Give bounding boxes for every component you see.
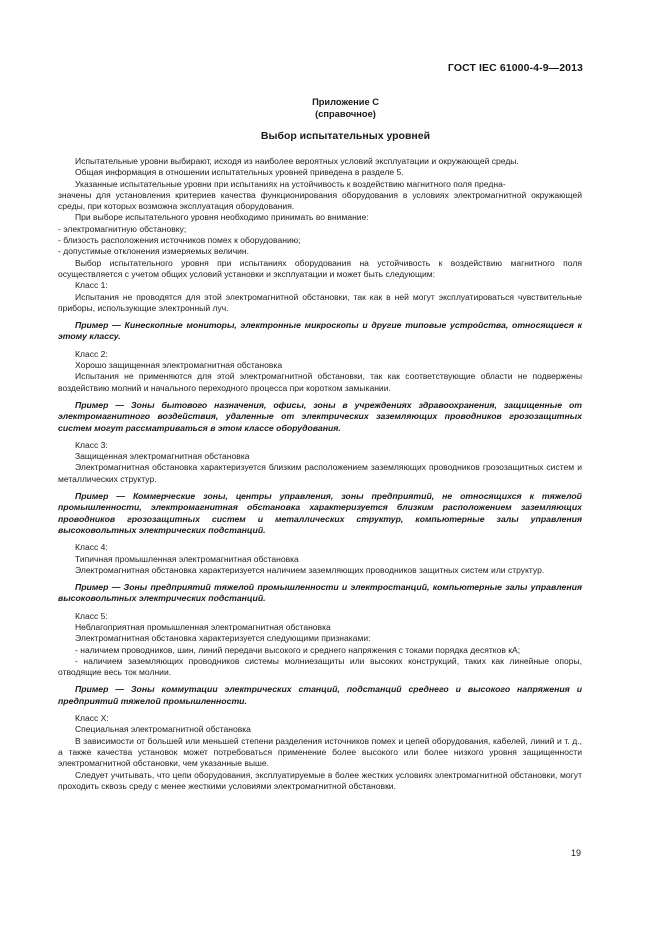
example-note: Пример — Зоны бытового назначения, офисы, зоны в учреждениях здравоохранения, защищенные от электромагнитного воздействия, удаленные от электрических заземляющих проводников грозозащитных систем могут рассматриваться в этом классе оборудования. <box>58 399 582 433</box>
example-note: Пример — Зоны предприятий тяжелой промышленности и электростанций, компьютерные залы управления высоковольтных электрических подстанций. <box>58 582 582 604</box>
page-number: 19 <box>570 848 581 858</box>
list-item: - близость расположения источников помех к оборудованию; <box>58 235 301 246</box>
list-item: - допустимые отклонения измеряемых величин. <box>58 246 250 257</box>
class-label: Класс 5: <box>75 610 108 621</box>
example-note: Пример — Коммерческие зоны, центры управления, зоны предприятий, не относящихся к тяжелой промышленности, электромагнитная обстановка характеризуется близким расположением заземляющих проводников грозозащитных систем и металлических структур, компьютерные залы управления высоковольтных электрических подстанций. <box>58 491 582 535</box>
paragraph: значены для установления критериев качества функционирования оборудования в условиях электромагнитной окружающей среды, при которых возможна эксплуатация оборудования. <box>58 189 582 212</box>
paragraph: Общая информация в отношении испытательных уровней приведена в разделе 5. <box>75 167 404 178</box>
class-label: Класс 2: <box>75 348 108 359</box>
document-body <box>58 156 582 792</box>
section-title: Выбор испытательных уровней <box>260 130 431 142</box>
example-note: Пример — Зоны коммутации электрических станций, подстанций среднего и высокого напряжения и предприятий тяжелой промышленности. <box>58 684 582 706</box>
class-name: Неблагоприятная промышленная электромагнитная обстановка <box>75 621 331 632</box>
class-label: Класс 1: <box>75 280 108 291</box>
class-label: Класс 4: <box>75 542 108 553</box>
document-id: ГОСТ IEC 61000-4-9—2013 <box>447 62 583 74</box>
paragraph: При выборе испытательного уровня необходимо принимать во внимание: <box>75 212 369 223</box>
class-name: Типичная промышленная электромагнитная обстановка <box>75 553 299 564</box>
list-item: - электромагнитную обстановку; <box>58 223 187 234</box>
appendix-label: Приложение С <box>312 97 379 107</box>
paragraph: Указанные испытательные уровни при испытаниях на устойчивость к воздействию магнитного поля предна- <box>75 178 506 189</box>
paragraph: Электромагнитная обстановка характеризуется наличием заземляющих проводников защитных систем или структур. <box>75 564 545 575</box>
paragraph: Следует учитывать, что цепи оборудования, эксплуатируемые в более жестких условиях электромагнитной обстановки, могут проходить сквозь среду с менее жесткими условиями электромагнитной обстановки. <box>58 769 582 791</box>
class-name: Хорошо защищенная электромагнитная обстановка <box>75 360 283 371</box>
paragraph: Выбор испытательного уровня при испытаниях оборудования на устойчивость к воздействию магнитного поля осуществляется с учетом общих условий установки и эксплуатации и может быть следующим: <box>58 257 582 279</box>
paragraph: Испытания не применяются для этой электромагнитной обстановки, так как соответствующие области не подвержены воздействию молний и начального переходного процесса при коротком замыкании. <box>58 371 582 393</box>
class-label: Класс 3: <box>75 439 108 450</box>
list-item: - наличием заземляющих проводников системы молниезащиты или высоких конструкций, таких как линейные опоры, отводящие весь ток молнии. <box>58 655 582 678</box>
paragraph: Электромагнитная обстановка характеризуется следующими признаками: <box>75 633 371 644</box>
list-item: - наличием проводников, шин, линий передачи высокого и среднего напряжения с токами порядка десятков кА; <box>75 644 521 655</box>
paragraph: Испытательные уровни выбирают, исходя из наиболее вероятных условий эксплуатации и окружающей среды. <box>75 156 519 166</box>
paragraph: Испытания не проводятся для этой электромагнитной обстановки, так как в ней могут эксплуатироваться чувствительные приборы, использующие электронный луч. <box>58 291 582 313</box>
appendix-heading <box>0 96 661 120</box>
paragraph: Электромагнитная обстановка характеризуется близким расположением заземляющих проводников грозозащитных систем и металлических структур. <box>58 462 582 484</box>
paragraph: В зависимости от большей или меньшей степени разделения источников помех и цепей оборудования, кабелей, линий и т. д., а также качества установок может потребоваться применение более высокого или более низкого уровня защищенности электромагнитной обстановки, чем указанные выше. <box>58 735 582 769</box>
class-label: Класс Х: <box>75 713 109 724</box>
example-note: Пример — Кинескопные мониторы, электронные микроскопы и другие типовые устройства, относящиеся к этому классу. <box>58 320 582 342</box>
class-name: Специальная электромагнитной обстановка <box>75 724 251 735</box>
class-name: Защищенная электромагнитная обстановка <box>75 451 250 462</box>
appendix-type: (справочное) <box>315 109 376 119</box>
